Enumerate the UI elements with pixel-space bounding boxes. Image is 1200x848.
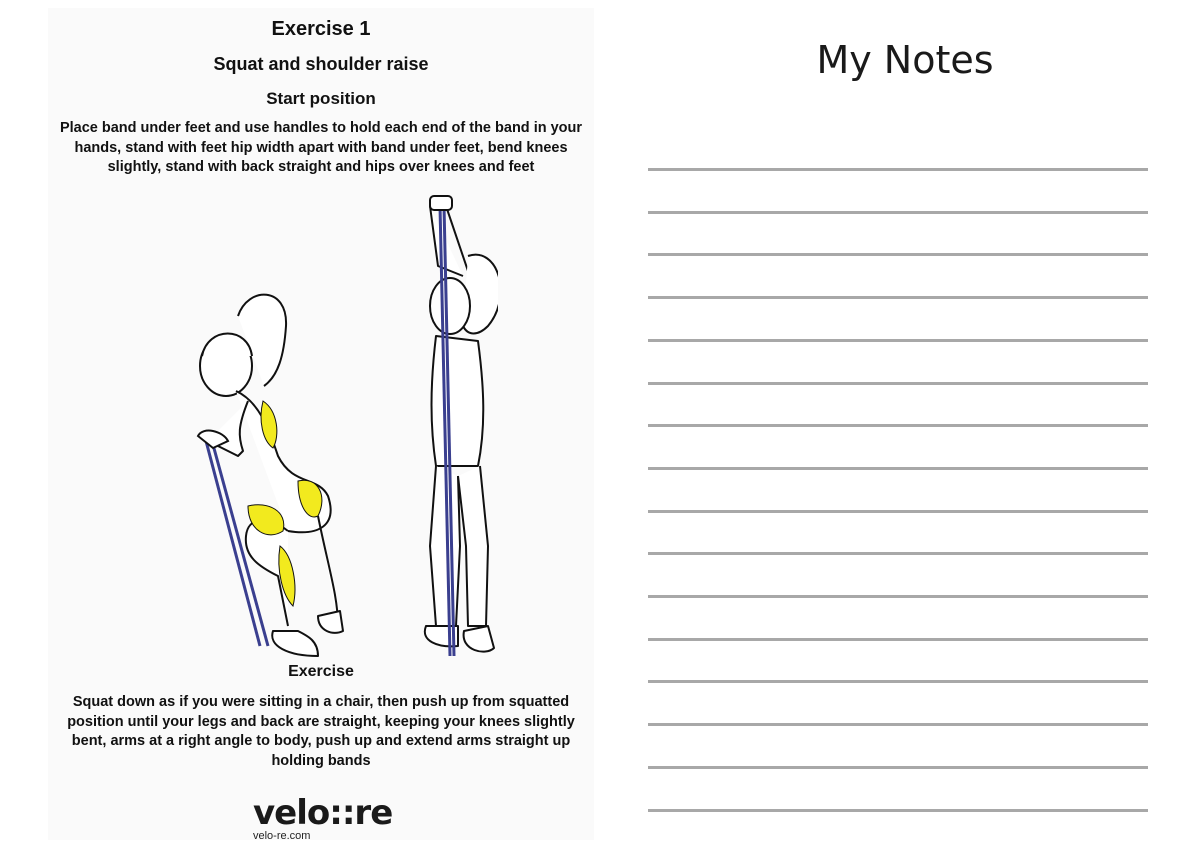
note-line [648,766,1148,769]
note-line [648,552,1148,555]
note-line [648,467,1148,470]
note-line [648,296,1148,299]
notes-title: My Notes [816,38,994,82]
logo-url: velo-re.com [253,830,311,842]
velore-logo [253,793,393,843]
note-line [648,168,1148,171]
note-line [648,339,1148,342]
exercise-illustration [168,186,498,686]
note-line [648,211,1148,214]
exercise-text: Squat down as if you were sitting in a chair, then push up from squatted position until your legs and back are straight, keeping your knees slightly bent, arms at a right angle to body, push up and extend arms straight up holding bands [67,694,575,769]
note-line [648,723,1148,726]
notes-lines [648,0,1148,848]
standing-figure [425,206,498,652]
exercise-title: Exercise 1 [271,18,371,40]
note-line [648,638,1148,641]
note-line [648,680,1148,683]
exercise-subtitle: Squat and shoulder raise [213,54,429,74]
note-line [648,382,1148,385]
exercise-heading: Exercise [288,663,354,680]
notes-page [610,0,1200,848]
note-line [648,424,1148,427]
exercise-page [48,8,594,840]
start-position-text: Place band under feet and use handles to hold each end of the band in your hands, stand with feet hip width apart with band under feet, bend knees slightly, stand with back straight and hips over knees and feet [59,120,583,175]
note-line [648,809,1148,812]
note-line [648,595,1148,598]
logo-wordmark: velo::re [253,793,393,833]
start-position-heading: Start position [266,89,376,108]
note-line [648,253,1148,256]
note-line [648,510,1148,513]
